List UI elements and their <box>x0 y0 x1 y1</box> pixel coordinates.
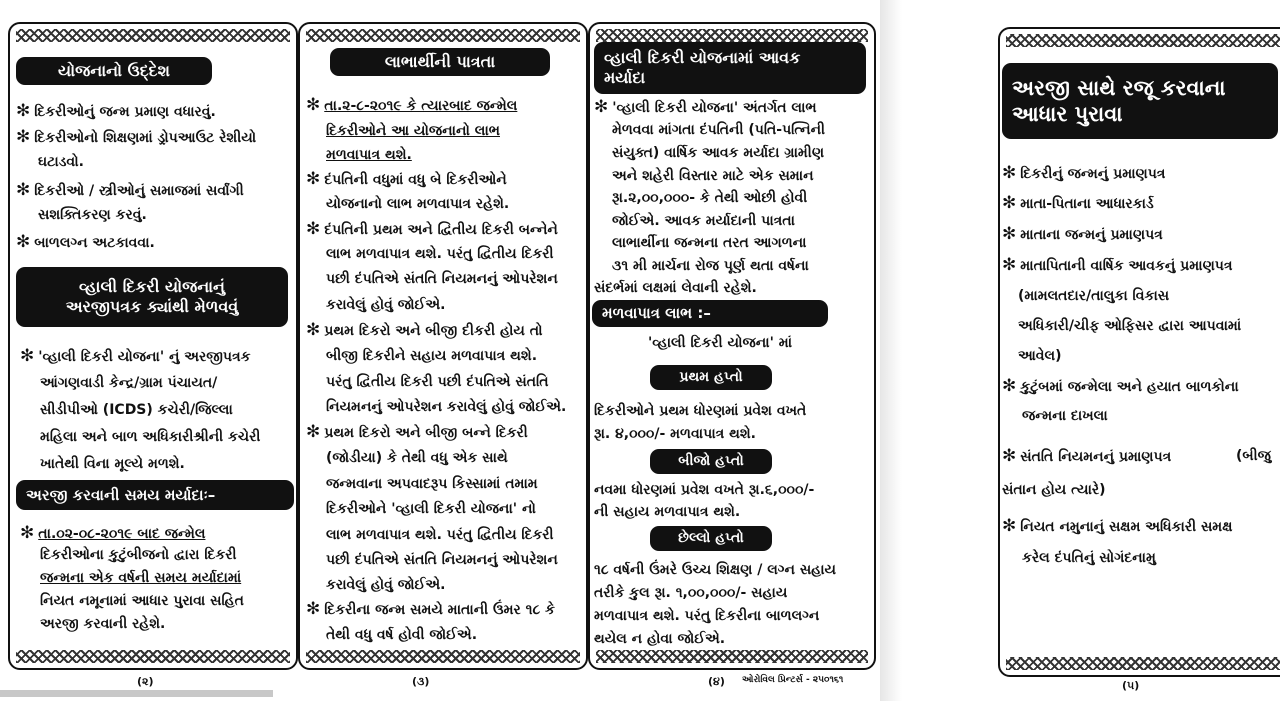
installment-text: થયેલ ન હોવા જોઈએ. <box>594 631 726 647</box>
panel-page-4 <box>588 22 876 670</box>
list-item: ✻ દંપતિની પ્રથમ અને દ્વિતીય દિકરી બન્નેને <box>306 219 558 239</box>
list-item-cont: આવેલ) <box>1018 348 1062 364</box>
page-number: (૪) <box>708 675 725 688</box>
list-item-cont: દિકરીઓને આ યોજનાનો લાભ <box>326 123 500 139</box>
list-item: ✻ દિકરીઓનું જન્મ પ્રમાણ વધારવું. <box>16 101 216 121</box>
list-item-cont: મેળવવા માંગતા દંપતિની (પતિ-પત્નિની <box>612 122 826 138</box>
decorative-border-top <box>306 29 580 42</box>
asterisk-flower-icon: ✻ <box>1002 224 1017 244</box>
list-item: ✻ નિયત નમુનાનું સક્ષમ અધિકારી સમક્ષ <box>1002 516 1233 536</box>
asterisk-flower-icon: ✻ <box>20 523 35 543</box>
badge-first-installment: પ્રથમ હપ્તો <box>650 365 772 390</box>
panel-page-2 <box>8 22 298 670</box>
heading-line: વ્હાલી દિકરી યોજનામાં આવક <box>604 48 801 67</box>
asterisk-flower-icon: ✻ <box>306 422 321 442</box>
list-item-cont: સીડીપીઓ (ICDS) કચેરી/જિલ્લા <box>40 402 233 418</box>
list-item: ✻ દિકરીના જન્મ સમયે માતાની ઉંમર ૧૮ કે <box>306 599 555 619</box>
heading-application-deadline: અરજી કરવાની સમય મર્યાદાઃ– <box>16 480 294 510</box>
installment-text: દિકરીઓને પ્રથમ ધોરણમાં પ્રવેશ વખતે <box>594 403 807 419</box>
list-item-cont: ઘટાડવો. <box>38 154 84 170</box>
list-item-cont: લાભ મળવાપાત્ર થશે. પરંતુ દ્વિતીય દિકરી <box>326 527 554 543</box>
list-item: ✻ પ્રથમ દિકરો અને બીજી દીકરી હોય તો <box>306 320 543 340</box>
subheading: 'વ્હાલી દિકરી યોજના' માં <box>648 335 793 351</box>
decorative-border-bottom <box>1006 657 1280 670</box>
asterisk-flower-icon: ✻ <box>306 320 321 340</box>
list-item: ✻ બાળલગ્ન અટકાવવા. <box>16 232 155 252</box>
list-item-cont: અને શહેરી વિસ્તાર માટે એક સમાન <box>612 168 814 184</box>
asterisk-flower-icon: ✻ <box>16 127 31 147</box>
heading-line: મર્યાદા <box>604 68 646 87</box>
heading-line: અરજી સાથે રજૂ કરવાના <box>1012 75 1226 100</box>
list-item-cont: પરંતુ દ્વિતીય દિકરી પછી દંપતિએ સંતતિ <box>326 374 549 390</box>
list-item-cont: અધિકારી/ચીફ ઓફિસર દ્વારા આપવામાં <box>1018 318 1242 334</box>
list-item-cont: સંદર્ભમાં લક્ષમાં લેવાની રહેશે. <box>594 280 757 296</box>
list-item-cont: નિયમનનું ઓપરેશન કરાવેલું હોવું જોઈએ. <box>326 399 567 415</box>
list-item: ✻ દંપતિની વધુમાં વધુ બે દિકરીઓને <box>306 169 507 189</box>
horizontal-scrollbar[interactable] <box>0 690 273 697</box>
badge-second-installment: બીજો હપ્તો <box>650 449 772 474</box>
list-item-cont: જન્મના દાખલા <box>1022 408 1108 424</box>
page-number: (૩) <box>412 675 430 688</box>
asterisk-flower-icon: ✻ <box>1002 376 1017 396</box>
heading-eligible-benefits: મળવાપાત્ર લાભ :– <box>592 300 828 327</box>
badge-last-installment: છેલ્લો હપ્તો <box>650 526 772 551</box>
page-number: (૫) <box>1122 679 1140 692</box>
list-item: ✻ તા.૨-૮-૨૦૧૯ કે ત્યારબાદ જન્મેલ <box>306 95 518 115</box>
decorative-border-top <box>1006 34 1280 47</box>
heading-line: વ્હાલી દિકરી યોજનાનું <box>79 277 225 296</box>
asterisk-flower-icon: ✻ <box>1002 255 1017 275</box>
list-item: ✻ માતા-પિતાના આધારકાર્ડ <box>1002 193 1154 213</box>
list-item-cont: આંગણવાડી કેન્દ્ર/ગ્રામ પંચાયત/ <box>40 375 218 391</box>
list-item-cont: તેથી વધુ વર્ષ હોવી જોઈએ. <box>326 627 478 643</box>
list-item-cont: દિકરીઓના કુટુંબીજનો દ્વારા દિકરી <box>40 547 237 563</box>
heading-line: અરજીપત્રક ક્યાંથી મેળવવું <box>65 297 239 316</box>
heading-scheme-objective: યોજનાનો ઉદ્દેશ <box>16 57 212 85</box>
list-item: ✻ તા.૦૨-૦૮-૨૦૧૯ બાદ જન્મેલ <box>20 523 206 543</box>
page-number: (૨) <box>137 675 154 688</box>
decorative-border-bottom <box>596 650 868 663</box>
list-item-cont: (મામલતદાર/તાલુકા વિકાસ <box>1018 288 1170 304</box>
asterisk-flower-icon: ✻ <box>20 346 35 366</box>
list-item-cont: દિકરીઓને 'વ્હાલી દિકરી યોજના' નો <box>326 501 536 517</box>
list-item: ✻ દિકરીઓનો શિક્ષણમાં ડ્રોપઆઉટ રેશીયો <box>16 127 257 147</box>
list-item-cont: (જોડીયા) કે તેથી વધુ એક સાથે <box>326 450 508 466</box>
asterisk-flower-icon: ✻ <box>306 599 321 619</box>
list-item-cont: મહિલા અને બાળ અધિકારીશ્રીની કચેરી <box>40 429 261 445</box>
decorative-border-bottom <box>306 650 580 663</box>
list-item-cont: કરાવેલું હોવું જોઈએ. <box>326 297 446 313</box>
installment-text: ની સહાય મળવાપાત્ર થશે. <box>594 504 741 520</box>
panel-page-3 <box>298 22 588 670</box>
list-item-cont: યોજનાનો લાભ મળવાપાત્ર રહેશે. <box>326 196 510 212</box>
list-item-cont: જન્મના એક વર્ષની સમય મર્યાદામાં <box>40 570 242 586</box>
list-item-cont: સંયુક્ત) વાર્ષિક આવક મર્યાદા ગ્રામીણ <box>612 145 825 161</box>
heading-where-to-get-form <box>16 267 288 327</box>
asterisk-flower-icon: ✻ <box>16 101 31 121</box>
list-item-cont: કરેલ દંપતિનું સોગંદનામુ <box>1022 550 1156 566</box>
list-item: ✻ માતાપિતાની વાર્ષિક આવકનું પ્રમાણપત્ર <box>1002 255 1233 275</box>
asterisk-flower-icon: ✻ <box>16 232 31 252</box>
list-item: ✻ સંતતિ નિયમનનું પ્રમાણપત્ર <box>1002 446 1172 466</box>
list-item-cont: ૩૧ મી માર્ચના રોજ પૂર્ણ થતા વર્ષના <box>612 258 809 274</box>
printer-credit: ઓરોવિલ પ્રિન્ટર્સ - ૨૫૦૧૬૧ <box>742 675 844 685</box>
heading-beneficiary-eligibility: લાભાર્થીની પાત્રતા <box>330 48 550 76</box>
asterisk-flower-icon: ✻ <box>16 180 31 200</box>
asterisk-flower-icon: ✻ <box>306 219 321 239</box>
asterisk-flower-icon: ✻ <box>594 97 609 117</box>
installment-text: મળવાપાત્ર થશે. પરંતુ દિકરીના બાળલગ્ન <box>594 608 820 624</box>
list-item-cont: પછી દંપતિએ સંતતિ નિયમનનું ઓપરેશન <box>326 552 558 568</box>
heading-line: આધાર પુરાવા <box>1012 102 1123 126</box>
asterisk-flower-icon: ✻ <box>1002 516 1017 536</box>
heading-income-limit <box>594 42 866 94</box>
list-item-cont: અરજી કરવાની રહેશે. <box>40 616 166 632</box>
list-item: ✻ દિકરીઓ / સ્ત્રીઓનું સમાજમાં સર્વાંગી <box>16 180 244 200</box>
list-item-cont: મળવાપાત્ર થશે. <box>326 147 412 163</box>
list-item: ✻ 'વ્હાલી દિકરી યોજના' નું અરજીપત્રક <box>20 346 251 366</box>
list-item: ✻ 'વ્હાલી દિકરી યોજના' અંતર્ગત લાભ <box>594 97 817 117</box>
list-item: ✻ દિકરીનું જન્મનું પ્રમાણપત્ર <box>1002 163 1166 183</box>
list-item: ✻ માતાના જન્મનું પ્રમાણપત્ર <box>1002 224 1163 244</box>
installment-text: રૂા. ૪,૦૦૦/- મળવાપાત્ર થશે. <box>594 426 756 442</box>
heading-supporting-documents <box>1002 63 1278 139</box>
decorative-border-top <box>596 29 868 42</box>
list-item: ✻ કુટુંબમાં જન્મેલા અને હયાત બાળકોના <box>1002 376 1239 396</box>
installment-text: નવમા ધોરણમાં પ્રવેશ વખતે રૂા.૬,૦૦૦/- <box>594 482 815 498</box>
decorative-border-top <box>16 29 290 42</box>
asterisk-flower-icon: ✻ <box>1002 446 1017 466</box>
list-item-cont: સંતાન હોય ત્યારે) <box>1002 482 1106 498</box>
list-item: ✻ પ્રથમ દિકરો અને બીજી બન્ને દિકરી <box>306 422 528 442</box>
list-item-cont: બીજી દિકરીને સહાય મળવાપાત્ર થશે. <box>326 348 538 364</box>
asterisk-flower-icon: ✻ <box>306 95 321 115</box>
installment-text: તરીકે કુલ રૂા. ૧,૦૦,૦૦૦/- સહાય <box>594 585 788 601</box>
list-item-cont: જોઈએ. આવક મર્યાદાની પાત્રતા <box>612 213 795 229</box>
list-item-cont: લાભ મળવાપાત્ર થશે. પરંતુ દ્વિતીય દિકરી <box>326 246 554 262</box>
list-item-cont: જન્મવાના અપવાદરૂપ કિસ્સામાં તમામ <box>326 476 538 492</box>
list-item-cont: કરાવેલું હોવું જોઈએ. <box>326 577 446 593</box>
list-item-cont: સશક્તિકરણ કરવું. <box>38 207 147 223</box>
decorative-border-bottom <box>16 650 290 663</box>
asterisk-flower-icon: ✻ <box>1002 163 1017 183</box>
list-item-cont: નિયત નમૂનામાં આધાર પુરાવા સહિત <box>40 593 244 609</box>
list-item-cont: લાભાર્થીના જન્મના તરત આગળના <box>612 235 807 251</box>
asterisk-flower-icon: ✻ <box>1002 193 1017 213</box>
list-item-cont: રૂા.૨,૦૦,૦૦૦- કે તેથી ઓછી હોવી <box>612 190 808 206</box>
list-item-cont: પછી દંપતિએ સંતતિ નિયમનનું ઓપરેશન <box>326 271 558 287</box>
panel-page-5 <box>998 27 1280 677</box>
installment-text: ૧૮ વર્ષની ઉંમરે ઉચ્ચ શિક્ષણ / લગ્ન સહાય <box>594 562 837 578</box>
list-item-cont: (બીજુ <box>1236 448 1271 464</box>
list-item-cont: ખાતેથી વિના મૂલ્યે મળશે. <box>40 456 185 472</box>
asterisk-flower-icon: ✻ <box>306 169 321 189</box>
